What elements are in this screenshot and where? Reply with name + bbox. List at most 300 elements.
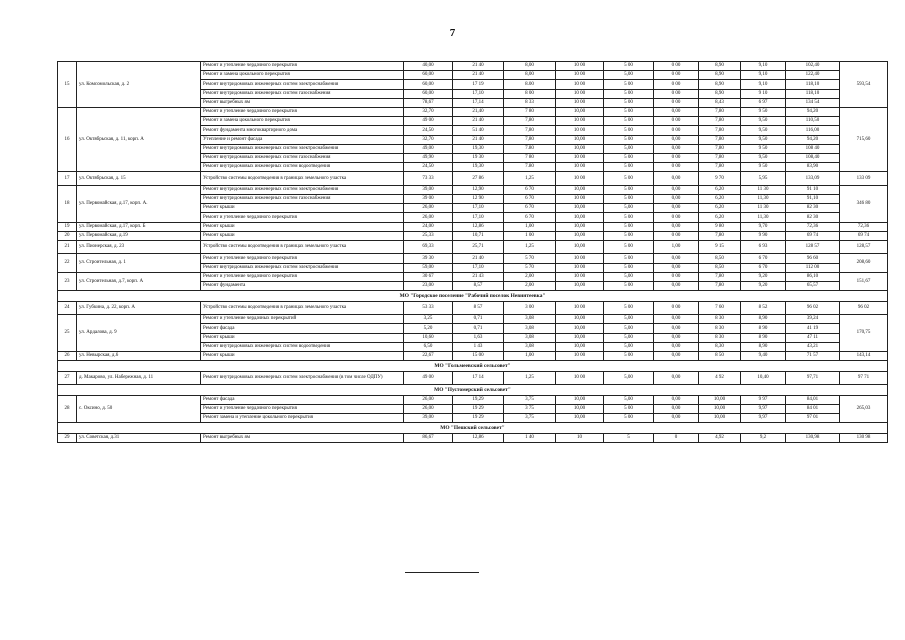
table-row bbox=[58, 315, 888, 324]
work-name: Ремонт внутридомовых инженерных систем электроснабжения bbox=[201, 80, 404, 89]
value-cell: 21 40 bbox=[453, 254, 504, 263]
value-cell: 0,00 bbox=[654, 144, 699, 153]
value-cell: 12 90 bbox=[453, 194, 504, 203]
value-cell: 21 40 bbox=[453, 71, 504, 80]
value-cell: 86,10 bbox=[786, 272, 840, 281]
value-cell: 9,10 bbox=[741, 71, 786, 80]
value-cell: 24,00 bbox=[404, 222, 453, 231]
value-cell: 97,71 bbox=[786, 371, 840, 385]
work-name: Ремонт и утепление чердачного перекрытия bbox=[201, 213, 404, 222]
value-cell: 8,50 bbox=[699, 263, 741, 272]
section-row bbox=[58, 385, 888, 396]
value-cell: 7,80 bbox=[699, 107, 741, 116]
value-cell: 10,00 bbox=[556, 315, 604, 324]
value-cell: 10,00 bbox=[556, 333, 604, 342]
address-cell: ул. Строительная, д. 1 bbox=[77, 254, 201, 272]
value-cell: 19 29 bbox=[453, 404, 504, 413]
value-cell: 9 15 bbox=[699, 240, 741, 254]
value-cell: 10 00 bbox=[556, 62, 604, 71]
value-cell: 1,25 bbox=[504, 240, 556, 254]
value-cell: 39 00 bbox=[404, 194, 453, 203]
value-cell: 8,00 bbox=[504, 62, 556, 71]
value-cell: 10,71 bbox=[453, 231, 504, 240]
value-cell: 5,00 bbox=[604, 395, 654, 404]
value-cell: 5 00 bbox=[604, 351, 654, 360]
value-cell: 5 00 bbox=[604, 126, 654, 135]
value-cell: 0 00 bbox=[654, 153, 699, 162]
value-cell: 7 60 bbox=[699, 301, 741, 315]
value-cell: 9 70 bbox=[699, 172, 741, 186]
table-row bbox=[58, 371, 888, 385]
value-cell: 5 00 bbox=[604, 413, 654, 422]
value-cell: 12,90 bbox=[453, 185, 504, 194]
work-name: Ремонт и утепление чердачного перекрытия bbox=[201, 272, 404, 281]
value-cell: 10,00 bbox=[556, 231, 604, 240]
value-cell: 9 50 bbox=[741, 107, 786, 116]
value-cell: 10 00 bbox=[556, 301, 604, 315]
value-cell: 7.80 bbox=[504, 144, 556, 153]
value-cell: 1 43 bbox=[453, 342, 504, 351]
value-cell: 9 80 bbox=[699, 222, 741, 231]
value-cell: 3,08 bbox=[504, 324, 556, 333]
row-number: 27 bbox=[58, 371, 77, 385]
section-row bbox=[58, 423, 888, 434]
total-cell: 170,75 bbox=[840, 315, 888, 352]
value-cell: 3 00 bbox=[504, 301, 556, 315]
value-cell: 96 02 bbox=[786, 301, 840, 315]
value-cell: 1,00 bbox=[654, 240, 699, 254]
value-cell: 3,08 bbox=[504, 315, 556, 324]
value-cell: 5 00 bbox=[604, 301, 654, 315]
value-cell: 0 00 bbox=[654, 98, 699, 107]
value-cell: 9,10 bbox=[741, 80, 786, 89]
value-cell: 5,00 bbox=[604, 71, 654, 80]
value-cell: 1,63 bbox=[453, 333, 504, 342]
value-cell: 0,00 bbox=[654, 324, 699, 333]
value-cell: 10 00 bbox=[556, 194, 604, 203]
value-cell: 27 86 bbox=[453, 172, 504, 186]
total-cell: 715,60 bbox=[840, 107, 888, 171]
value-cell: 19,30 bbox=[453, 163, 504, 172]
value-cell: 39,00 bbox=[404, 413, 453, 422]
value-cell: 5,00 bbox=[604, 333, 654, 342]
value-cell: 91,10 bbox=[786, 194, 840, 203]
value-cell: 0 00 bbox=[654, 126, 699, 135]
table-row bbox=[58, 231, 888, 240]
value-cell: 10 00 bbox=[556, 89, 604, 98]
value-cell: 3 75 bbox=[504, 404, 556, 413]
section-row bbox=[58, 361, 888, 372]
value-cell: 9,2 bbox=[741, 433, 786, 442]
value-cell: 102,40 bbox=[786, 62, 840, 71]
value-cell: 10,00 bbox=[556, 222, 604, 231]
value-cell: 59,00 bbox=[404, 263, 453, 272]
value-cell: 5,00 bbox=[604, 324, 654, 333]
value-cell: 11,30 bbox=[741, 213, 786, 222]
value-cell: 0,00 bbox=[654, 204, 699, 213]
value-cell: 8,90 bbox=[699, 71, 741, 80]
row-number: 24 bbox=[58, 301, 77, 315]
work-name: Ремонт внутридомовых инженерных систем газоснабжения bbox=[201, 194, 404, 203]
value-cell: 30 67 bbox=[404, 272, 453, 281]
value-cell: 0,00 bbox=[654, 263, 699, 272]
value-cell: 10,00 bbox=[699, 395, 741, 404]
value-cell: 78,67 bbox=[404, 98, 453, 107]
value-cell: 122,40 bbox=[786, 71, 840, 80]
value-cell: 7,80 bbox=[504, 135, 556, 144]
value-cell: 9,70 bbox=[741, 222, 786, 231]
value-cell: 9,20 bbox=[741, 281, 786, 290]
value-cell: 0,00 bbox=[654, 194, 699, 203]
value-cell: 5,00 bbox=[604, 315, 654, 324]
value-cell: 9 97 bbox=[741, 395, 786, 404]
address-cell: ул. Первомайская, д.19 bbox=[77, 231, 201, 240]
section-title: МО "Пустомерский сельсовет" bbox=[58, 385, 888, 396]
table-row bbox=[58, 107, 888, 116]
value-cell: 5 00 bbox=[604, 213, 654, 222]
value-cell: 49,00 bbox=[404, 144, 453, 153]
value-cell: 7,80 bbox=[699, 281, 741, 290]
address-cell: ул. Ардалова, д. 9 bbox=[77, 315, 201, 352]
value-cell: 8,90 bbox=[699, 80, 741, 89]
value-cell: 26,00 bbox=[404, 395, 453, 404]
value-cell: 9 50 bbox=[741, 144, 786, 153]
value-cell: 9,50 bbox=[741, 126, 786, 135]
work-name: Ремонт выгребных ям bbox=[201, 433, 404, 442]
value-cell: 3,75 bbox=[504, 395, 556, 404]
value-cell: 8 57 bbox=[453, 301, 504, 315]
value-cell: 7,80 bbox=[699, 144, 741, 153]
value-cell: 0,00 bbox=[654, 413, 699, 422]
work-name: Ремонт и утепление чердачного перекрытия bbox=[201, 62, 404, 71]
value-cell: 17,10 bbox=[453, 263, 504, 272]
total-cell: 265,03 bbox=[840, 395, 888, 423]
address-cell: ул. Комсомольская, д. 2 bbox=[77, 62, 201, 108]
value-cell: 6 70 bbox=[504, 194, 556, 203]
work-name: Устройство системы водоотведения в границах земельного участка bbox=[201, 172, 404, 186]
value-cell: 10 00 bbox=[556, 71, 604, 80]
value-cell: 24,50 bbox=[404, 126, 453, 135]
address-cell: ул. Невырская, д.6 bbox=[77, 351, 201, 360]
value-cell: 7,80 bbox=[699, 163, 741, 172]
value-cell: 5 00 bbox=[604, 117, 654, 126]
value-cell: 7,80 bbox=[699, 135, 741, 144]
value-cell: 10,00 bbox=[699, 404, 741, 413]
section-title: МО "Гольмеевский сельсовет" bbox=[58, 361, 888, 372]
value-cell: 8,57 bbox=[453, 281, 504, 290]
value-cell: 10 00 bbox=[556, 163, 604, 172]
value-cell: 10,00 bbox=[556, 204, 604, 213]
value-cell: 9,97 bbox=[741, 413, 786, 422]
work-name: Утепление и ремонт фасада bbox=[201, 135, 404, 144]
value-cell: 32,70 bbox=[404, 135, 453, 144]
value-cell: 5 00 bbox=[604, 98, 654, 107]
value-cell: 32,70 bbox=[404, 107, 453, 116]
value-cell: 130,98 bbox=[786, 433, 840, 442]
value-cell: 0,00 bbox=[654, 395, 699, 404]
value-cell: 0 00 bbox=[654, 213, 699, 222]
total-cell: 96 02 bbox=[840, 301, 888, 315]
table-row bbox=[58, 185, 888, 194]
value-cell: 5,00 bbox=[604, 144, 654, 153]
total-cell: 128,57 bbox=[840, 240, 888, 254]
value-cell: 9,20 bbox=[741, 272, 786, 281]
value-cell: 53 33 bbox=[404, 301, 453, 315]
value-cell: 21 43 bbox=[453, 272, 504, 281]
section-title: МО "Пешский сельсовет" bbox=[58, 423, 888, 434]
value-cell: 9,50 bbox=[741, 135, 786, 144]
value-cell: 5,00 bbox=[604, 371, 654, 385]
value-cell: 51 40 bbox=[453, 126, 504, 135]
address-cell: ул. Губкина, д. 22, корп. А bbox=[77, 301, 201, 315]
value-cell: 7 80 bbox=[504, 107, 556, 116]
value-cell: 7,80 bbox=[504, 126, 556, 135]
value-cell: 17,10 bbox=[453, 89, 504, 98]
value-cell: 5 00 bbox=[604, 62, 654, 71]
value-cell: 8 52 bbox=[741, 301, 786, 315]
value-cell: 10 00 bbox=[556, 117, 604, 126]
work-name: Ремонт внутридомовых инженерных систем электроснабжения bbox=[201, 263, 404, 272]
value-cell: 8 90 bbox=[741, 333, 786, 342]
value-cell: 7,80 bbox=[699, 272, 741, 281]
value-cell: 128 57 bbox=[786, 240, 840, 254]
total-cell: 133 09 bbox=[840, 172, 888, 186]
value-cell: 9 90 bbox=[741, 231, 786, 240]
value-cell: 19,30 bbox=[453, 144, 504, 153]
value-cell: 49 00 bbox=[404, 371, 453, 385]
table-row bbox=[58, 301, 888, 315]
work-name: Ремонт крыши bbox=[201, 351, 404, 360]
value-cell: 6,20 bbox=[699, 194, 741, 203]
value-cell: 2,00 bbox=[504, 272, 556, 281]
row-number: 18 bbox=[58, 185, 77, 222]
work-name: Устройство системы водоотведения в границах земельного участка bbox=[201, 301, 404, 315]
value-cell: 5 00 bbox=[604, 135, 654, 144]
value-cell: 10,00 bbox=[556, 413, 604, 422]
total-cell: 151,67 bbox=[840, 272, 888, 290]
value-cell: 91 10 bbox=[786, 185, 840, 194]
value-cell: 5,20 bbox=[404, 324, 453, 333]
total-cell: 208,60 bbox=[840, 254, 888, 272]
value-cell: 5 00 bbox=[604, 153, 654, 162]
value-cell: 1 00 bbox=[504, 231, 556, 240]
value-cell: 6 70 bbox=[741, 263, 786, 272]
row-number: 21 bbox=[58, 240, 77, 254]
value-cell: 108,40 bbox=[786, 153, 840, 162]
value-cell: 10,00 bbox=[556, 404, 604, 413]
value-cell: 8,30 bbox=[699, 342, 741, 351]
work-name: Ремонт внутридомовых инженерных систем электроснабжения bbox=[201, 144, 404, 153]
value-cell: 5 70 bbox=[504, 254, 556, 263]
table-row bbox=[58, 254, 888, 263]
work-name: Ремонт внутридомовых инженерных систем газоснабжения bbox=[201, 153, 404, 162]
value-cell: 40,00 bbox=[404, 62, 453, 71]
work-name: Ремонт фундамента многоквартирного дома bbox=[201, 126, 404, 135]
value-cell: 82 30 bbox=[786, 204, 840, 213]
value-cell: 0,00 bbox=[654, 281, 699, 290]
value-cell: 21 40 bbox=[453, 135, 504, 144]
value-cell: 7,80 bbox=[699, 231, 741, 240]
value-cell: 118,10 bbox=[786, 89, 840, 98]
value-cell: 108 40 bbox=[786, 144, 840, 153]
value-cell: 8,90 bbox=[699, 62, 741, 71]
table-row bbox=[58, 240, 888, 254]
value-cell: 43,21 bbox=[786, 342, 840, 351]
value-cell: 0,00 bbox=[654, 371, 699, 385]
value-cell: 8,00 bbox=[504, 71, 556, 80]
table-row bbox=[58, 62, 888, 71]
value-cell: 17 19 bbox=[453, 80, 504, 89]
value-cell: 47 11 bbox=[786, 333, 840, 342]
value-cell: 0,00 bbox=[654, 222, 699, 231]
value-cell: 25,33 bbox=[404, 231, 453, 240]
value-cell: 112 00 bbox=[786, 263, 840, 272]
value-cell: 6,20 bbox=[699, 185, 741, 194]
value-cell: 5 00 bbox=[604, 80, 654, 89]
value-cell: 5 00 bbox=[604, 163, 654, 172]
value-cell: 7,80 bbox=[699, 117, 741, 126]
row-number: 26 bbox=[58, 351, 77, 360]
value-cell: 0 00 bbox=[654, 163, 699, 172]
value-cell: 8 90 bbox=[741, 324, 786, 333]
value-cell: 94,20 bbox=[786, 107, 840, 116]
value-cell: 10,00 bbox=[556, 324, 604, 333]
value-cell: 1,25 bbox=[504, 172, 556, 186]
value-cell: 49,90 bbox=[404, 153, 453, 162]
footer-divider bbox=[405, 572, 479, 573]
value-cell: 26,00 bbox=[404, 213, 453, 222]
value-cell: 69 74 bbox=[786, 231, 840, 240]
value-cell: 10 00 bbox=[556, 153, 604, 162]
value-cell: 5,00 bbox=[604, 204, 654, 213]
value-cell: 8,90 bbox=[741, 315, 786, 324]
value-cell: 9 50 bbox=[741, 163, 786, 172]
value-cell: 10,00 bbox=[556, 342, 604, 351]
total-cell: 130 98 bbox=[840, 433, 888, 442]
value-cell: 5 00 bbox=[604, 194, 654, 203]
value-cell: 0 00 bbox=[654, 301, 699, 315]
address-cell: ул. Октябрьская, д. 11, корп. А bbox=[77, 107, 201, 171]
value-cell: 5,95 bbox=[741, 172, 786, 186]
value-cell: 96 60 bbox=[786, 254, 840, 263]
value-cell: 1,25 bbox=[504, 371, 556, 385]
value-cell: 17,10 bbox=[453, 213, 504, 222]
value-cell: 17,14 bbox=[453, 98, 504, 107]
table-row bbox=[58, 172, 888, 186]
work-name: Ремонт внутридомовых инженерных систем электроснабжения bbox=[201, 185, 404, 194]
value-cell: 39 30 bbox=[404, 254, 453, 263]
value-cell: 60,00 bbox=[404, 80, 453, 89]
value-cell: 0,00 bbox=[654, 135, 699, 144]
value-cell: 5,00 bbox=[604, 342, 654, 351]
value-cell: 118,10 bbox=[786, 80, 840, 89]
table-row bbox=[58, 433, 888, 442]
value-cell: 0,00 bbox=[654, 254, 699, 263]
value-cell: 41 19 bbox=[786, 324, 840, 333]
value-cell: 10 00 bbox=[556, 126, 604, 135]
value-cell: 6 70 bbox=[504, 213, 556, 222]
value-cell: 11 30 bbox=[741, 204, 786, 213]
value-cell: 5 70 bbox=[504, 263, 556, 272]
work-name: Ремонт фасада bbox=[201, 324, 404, 333]
value-cell: 6,50 bbox=[404, 342, 453, 351]
value-cell: 2,00 bbox=[504, 281, 556, 290]
work-name: Ремонт и утепление чердачного перекрытия bbox=[201, 254, 404, 263]
value-cell: 10 00 bbox=[556, 172, 604, 186]
work-name: Ремонт крыши bbox=[201, 222, 404, 231]
value-cell: 6 70 bbox=[504, 185, 556, 194]
value-cell: 4,92 bbox=[699, 433, 741, 442]
row-number: 25 bbox=[58, 315, 77, 352]
value-cell: 21,40 bbox=[453, 107, 504, 116]
value-cell: 5 00 bbox=[604, 404, 654, 413]
value-cell: 134 54 bbox=[786, 98, 840, 107]
value-cell: 73 33 bbox=[404, 172, 453, 186]
work-name: Ремонт крыши bbox=[201, 204, 404, 213]
work-name: Ремонт внутридомовых инженерных систем водоотведения bbox=[201, 163, 404, 172]
value-cell: 0,00 bbox=[654, 351, 699, 360]
value-cell: 9,97 bbox=[741, 404, 786, 413]
value-cell: 5 00 bbox=[604, 231, 654, 240]
value-cell: 0 00 bbox=[654, 71, 699, 80]
value-cell: 9,50 bbox=[741, 117, 786, 126]
value-cell: 3,08 bbox=[504, 342, 556, 351]
work-name: Ремонт и замена цокольного перекрытия bbox=[201, 117, 404, 126]
value-cell: 0 00 bbox=[654, 272, 699, 281]
value-cell: 0,71 bbox=[453, 315, 504, 324]
value-cell: 94,20 bbox=[786, 135, 840, 144]
value-cell: 19 29 bbox=[453, 413, 504, 422]
value-cell: 10 00 bbox=[556, 272, 604, 281]
value-cell: 8 33 bbox=[504, 98, 556, 107]
value-cell: 5 bbox=[604, 433, 654, 442]
table-row bbox=[58, 222, 888, 231]
value-cell: 3,25 bbox=[404, 315, 453, 324]
value-cell: 17,10 bbox=[453, 204, 504, 213]
value-cell: 10 bbox=[556, 433, 604, 442]
address-cell: с. Оксино, д. 50 bbox=[77, 395, 201, 423]
value-cell: 12,86 bbox=[453, 222, 504, 231]
value-cell: 6 70 bbox=[741, 254, 786, 263]
value-cell: 7,80 bbox=[699, 126, 741, 135]
value-cell: 10,00 bbox=[556, 213, 604, 222]
value-cell: 8 30 bbox=[699, 315, 741, 324]
value-cell: 8,43 bbox=[699, 98, 741, 107]
work-name: Ремонт и утепление чердачного перекрытия bbox=[201, 404, 404, 413]
section-title: МО "Городское поселение "Рабочий поселок Невинтеевка" bbox=[58, 291, 888, 302]
value-cell: 10,00 bbox=[556, 281, 604, 290]
value-cell: 5 00 bbox=[604, 222, 654, 231]
value-cell: 0 00 bbox=[654, 62, 699, 71]
table-row bbox=[58, 272, 888, 281]
value-cell: 10 00 bbox=[556, 351, 604, 360]
total-cell: 346 80 bbox=[840, 185, 888, 222]
total-cell: 72,36 bbox=[840, 222, 888, 231]
work-name: Ремонт внутридомовых инженерных систем газоснабжения bbox=[201, 89, 404, 98]
value-cell: 97 01 bbox=[786, 413, 840, 422]
table-row bbox=[58, 395, 888, 404]
value-cell: 9,10 bbox=[741, 62, 786, 71]
value-cell: 10,60 bbox=[404, 333, 453, 342]
value-cell: 7,80 bbox=[504, 117, 556, 126]
value-cell: 5 00 bbox=[604, 240, 654, 254]
value-cell: 5 00 bbox=[604, 107, 654, 116]
value-cell: 5 00 bbox=[604, 185, 654, 194]
value-cell: 69,33 bbox=[404, 240, 453, 254]
value-cell: 6 70 bbox=[504, 204, 556, 213]
value-cell: 19,29 bbox=[453, 395, 504, 404]
work-name: Ремонт внутридомовых инженерных систем водоотведения bbox=[201, 342, 404, 351]
